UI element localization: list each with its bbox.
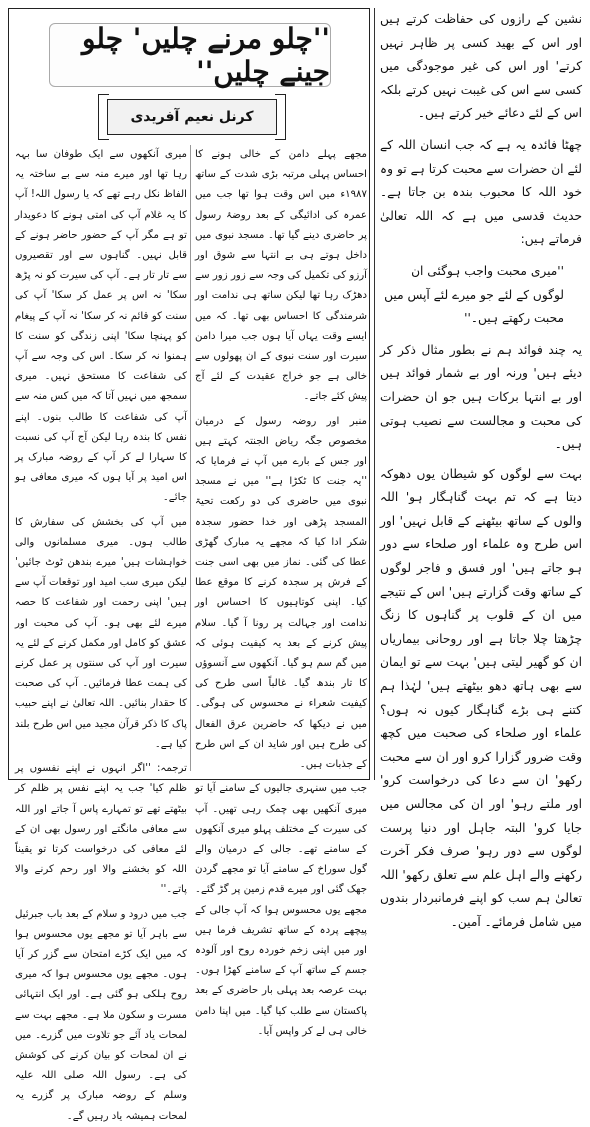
hadith-quote: ''میری محبت واجب ہوگئی ان لوگوں کے لئے جو میرے لئے آپس میں محبت رکھتے ہیں۔'' (384, 263, 564, 326)
paragraph: مجھے پہلے دامن کے خالی ہونے کا احساس پہلی مرتبہ بڑی شدت کے ساتھ ۱۹۸۷ء میں اس وقت ہوا تھا جب میں عمرہ کی ادائیگی کے بعد روضۂ رسول پر حاضری دینے گیا تھا۔ مسجد نبوی میں داخل ہوتے ہی بے انتہا سے شوق اور آرزو کی تکمیل کی وجہ سے زور زور سے دھڑک رہا تھا لیکن ساتھ ہی ندامت اور شرمندگی کا احساس بھی تھا۔ کہ میں ایسے وقت یہاں آیا ہوں جب میرا دامن سیرت اور سنت نبوی کے ان پھولوں سے خالی ہے جو خراج عقیدت کے لئے آج پیش کئے جاتے۔ (195, 149, 367, 403)
right-text-column (380, 8, 582, 929)
paragraph: میری آنکھوں سے ایک طوفان سا بہہ رہا تھا اور میرے منہ سے بے ساختہ یہ الفاظ نکل رہے تھے کہ یا رسول اللہ! آپ کا یہ غلام آپ کی امتی ہونے کا دعویدار تو ہے مگر آپ کے حضور حاضر ہونے کے قابل نہیں۔ گناہوں سے اور تقصیروں سے تار تار ہے۔ آپ کی سیرت کو نہ پڑھ سکا' نہ اس پر عمل کر سکا' آپ کی سنت کو قائم نہ کر سکا' نہ آپ کے پیغام کو پہنچا سکا' اپنی زندگی کو سنت کا ہمنوا نہ کر سکا۔ اس کی وجہ سے آپ کی شفاعت کا مستحق نہیں۔ میری سمجھ میں نہیں آتا کہ میں کس منہ سے آپ کی شفاعت کا طالب بنوں۔ اپنے نفس کا بندہ رہا لیکن آج آپ کی نسبت کا سہارا لے کر آپ کے روضہ مبارک پر اس امید پر آیا ہوں کہ میری معافی ہو جائے۔ (15, 149, 187, 504)
paragraph: جب میں درود و سلام کے بعد باب جبرئیل سے باہر آیا تو مجھے یوں محسوس ہوا کہ میں ایک کڑے امتحان سے گزر کر آیا ہوں۔ مجھے یوں محسوس ہوا کہ میری روح ہلکی ہو گئی ہے۔ اور ایک انتہائی مسرت و سکون ملا ہے۔ مجھے بہت سے لمحات یاد آئے جو تلاوت میں گزرے۔ میں نے ان لمحات کو بیان کرنے کی کوشش کی ہے۔ رسول اللہ صلی اللہ علیہ وسلم کے روضہ مبارک پر گزرے یہ لمحات ہمیشہ یاد رہیں گے۔ (15, 908, 187, 1122)
author-byline: کرنل نعیم آفریدی (107, 99, 277, 135)
paragraph: نشین کے رازوں کی حفاظت کرتے ہیں اور اس کے بھید کسی پر ظاہر نہیں کرتے' اور اس کی غیر موجودگی میں کسی سے اس کی غیبت نہیں کرتے بلکہ اس کے لئے دعائے خیر کرتے ہیں۔ (380, 12, 582, 121)
paragraph: یہ چند فوائد ہم نے بطور مثال ذکر کر دیئے ہیں' ورنہ اور بے شمار فوائد ہیں اور بے انتہا برکات ہیں جو ان حضرات کی محبت و مجالست سے نصیب ہوتی ہیں۔ (380, 342, 582, 452)
article-headline: ''چلو مرنے چلیں' چلو جینے چلیں'' (49, 23, 331, 87)
article-left-column (15, 145, 187, 1122)
paragraph: منبر اور روضہ رسول کے درمیان مخصوص جگہ ریاض الجنتہ کہتے ہیں اور جس کے بارے میں آپ نے فرمایا کہ ''یہ جنت کا ٹکڑا ہے'' میں نے مسجد نبوی میں حاضری کی دو رکعت تحیۃ المسجد پڑھی اور خدا حضور سجدہ شکر ادا کیا کہ مجھے یہ مبارک گھڑی عطا کی گئی۔ نماز میں بھی اسی جنت کے فرش پر سجدہ کرنے کا موقع عطا کیا۔ اپنی کوتاہیوں کا احساس اور ندامت اور جہالت پر رونا آ گیا۔ سلام پیش کرنے کے بعد یہ کیفیت ہوئی کہ میں گم سم ہو گیا۔ آنکھوں سے آنسوؤں کا تار بندھ گیا۔ غالباً اسی طرح کی کیفیت شعراء نے محسوس کی ہوگی۔ میں نے دیکھا کہ حاضرین عرق الفعال کی طرح ہیں اور شاید ان کے اس طرح کے جذبات ہیں۔ (195, 415, 367, 771)
paragraph: ترجمہ: ''اگر انہوں نے اپنے نفسوں پر ظلم کیا' جب یہ اپنے نفس پر ظلم کر بیٹھتے تھے تو تمہارے پاس آ جاتے اور اللہ سے معافی مانگتے اور رسول بھی ان کے لئے معافی کی درخواست کرتا تو یقیناً اللہ کو بخشنے والا اور رحم کرنے والا پاتے۔'' (15, 763, 187, 896)
article-column-divider (190, 145, 191, 771)
paragraph: میں آپ کی بخشش کی سفارش کا طالب ہوں۔ میری مسلمانوں والی خواہشات ہیں' میرے بندھن ٹوٹ جائیں' لیکن میری سب امید اور توقعات آپ سے ہیں' اپنی رحمت اور شفاعت کا حصہ میرے لئے بھی ہو۔ آپ کی محبت اور عشق کو کامل اور مکمل کرنے کے لئے یہ سیرت اور آپ کی سنتوں پر عمل کرنے کی ہمت عطا فرمائیں۔ آپ کی صحبت کا حقدار بنائیں۔ اللہ تعالیٰ نے اپنے حبیب پاک کا ذکر قرآن مجید میں اس طرح بلند کیا ہے۔ (15, 516, 187, 750)
column-divider (374, 8, 375, 780)
paragraph: جب میں سنہری جالیوں کے سامنے آیا تو میری آنکھیں بھی چمک رہی تھیں۔ آپ کی سیرت کے مختلف پہلو میری آنکھوں کے سامنے تھے۔ جالی کے درمیان والے گول سوراخ کے سامنے آیا تو مجھے گردن جھک گئی اور میرے قدم زمین پر گڑ گئے۔ مجھے یوں محسوس ہوا کہ آپ جالی کے پیچھے پردہ کے ساتھ تشریف فرما ہیں اور میں اپنی زخم خوردہ روح اور آلودہ جسم کے ساتھ آپ کے سامنے کھڑا ہوں۔ بہت عرصہ بعد پہلی بار حاضری کے بعد پاکستان سے طلب کیا گیا۔ میں اپنا دامن خالی ہی لے کر واپس آیا۔ (195, 783, 367, 1037)
paragraph: چھٹا فائدہ یہ ہے کہ جب انسان اللہ کے لئے ان حضرات سے محبت کرتا ہے تو وہ خود اللہ کا محبوب بندہ بن جاتا ہے۔ حدیث قدسی میں ہے کہ اللہ تعالیٰ فرماتے ہیں: (380, 137, 582, 247)
article-right-column (195, 145, 367, 1037)
article-box (8, 8, 370, 1122)
paragraph: بہت سے لوگوں کو شیطان یوں دھوکہ دیتا ہے کہ تم بہت گناہگار ہو' اللہ والوں کے ساتھ بیٹھنے کے قابل نہیں' اور اس طرح وہ علماء اور صلحاء سے دور ہو جاتے ہیں' اور فسق و فاجر لوگوں کے ساتھ وقت گزارتے ہیں' اس کے نتیجے میں ان کے قلوب پر گناہوں کا زنگ چڑھتا چلا جاتا ہے اور روحانی بیماریاں ان کو گھیر لیتی ہیں' بہت سے تو ایمان سے بھی ہاتھ دھو بیٹھتے ہیں' لہٰذا ہم کتنے ہی بڑے گناہگار کیوں نہ ہوں؟ علماء اور صلحاء کی صحبت میں کچھ وقت ضرور گزارا کرو اور ان سے محبت رکھو' ان سے دعا کی درخواست کرو' اور ملتے رہو' اور ان کی مجالس میں جایا کرو' البتہ جاہل اور دنیا پرست لوگوں سے دور رہو' صرف فکر آخرت رکھنے والے اہل علم سے تعلق رکھو' اللہ تعالیٰ ہم سب کو اپنے فرمانبردار بندوں میں شامل فرمائے۔ آمین۔ (380, 466, 582, 929)
